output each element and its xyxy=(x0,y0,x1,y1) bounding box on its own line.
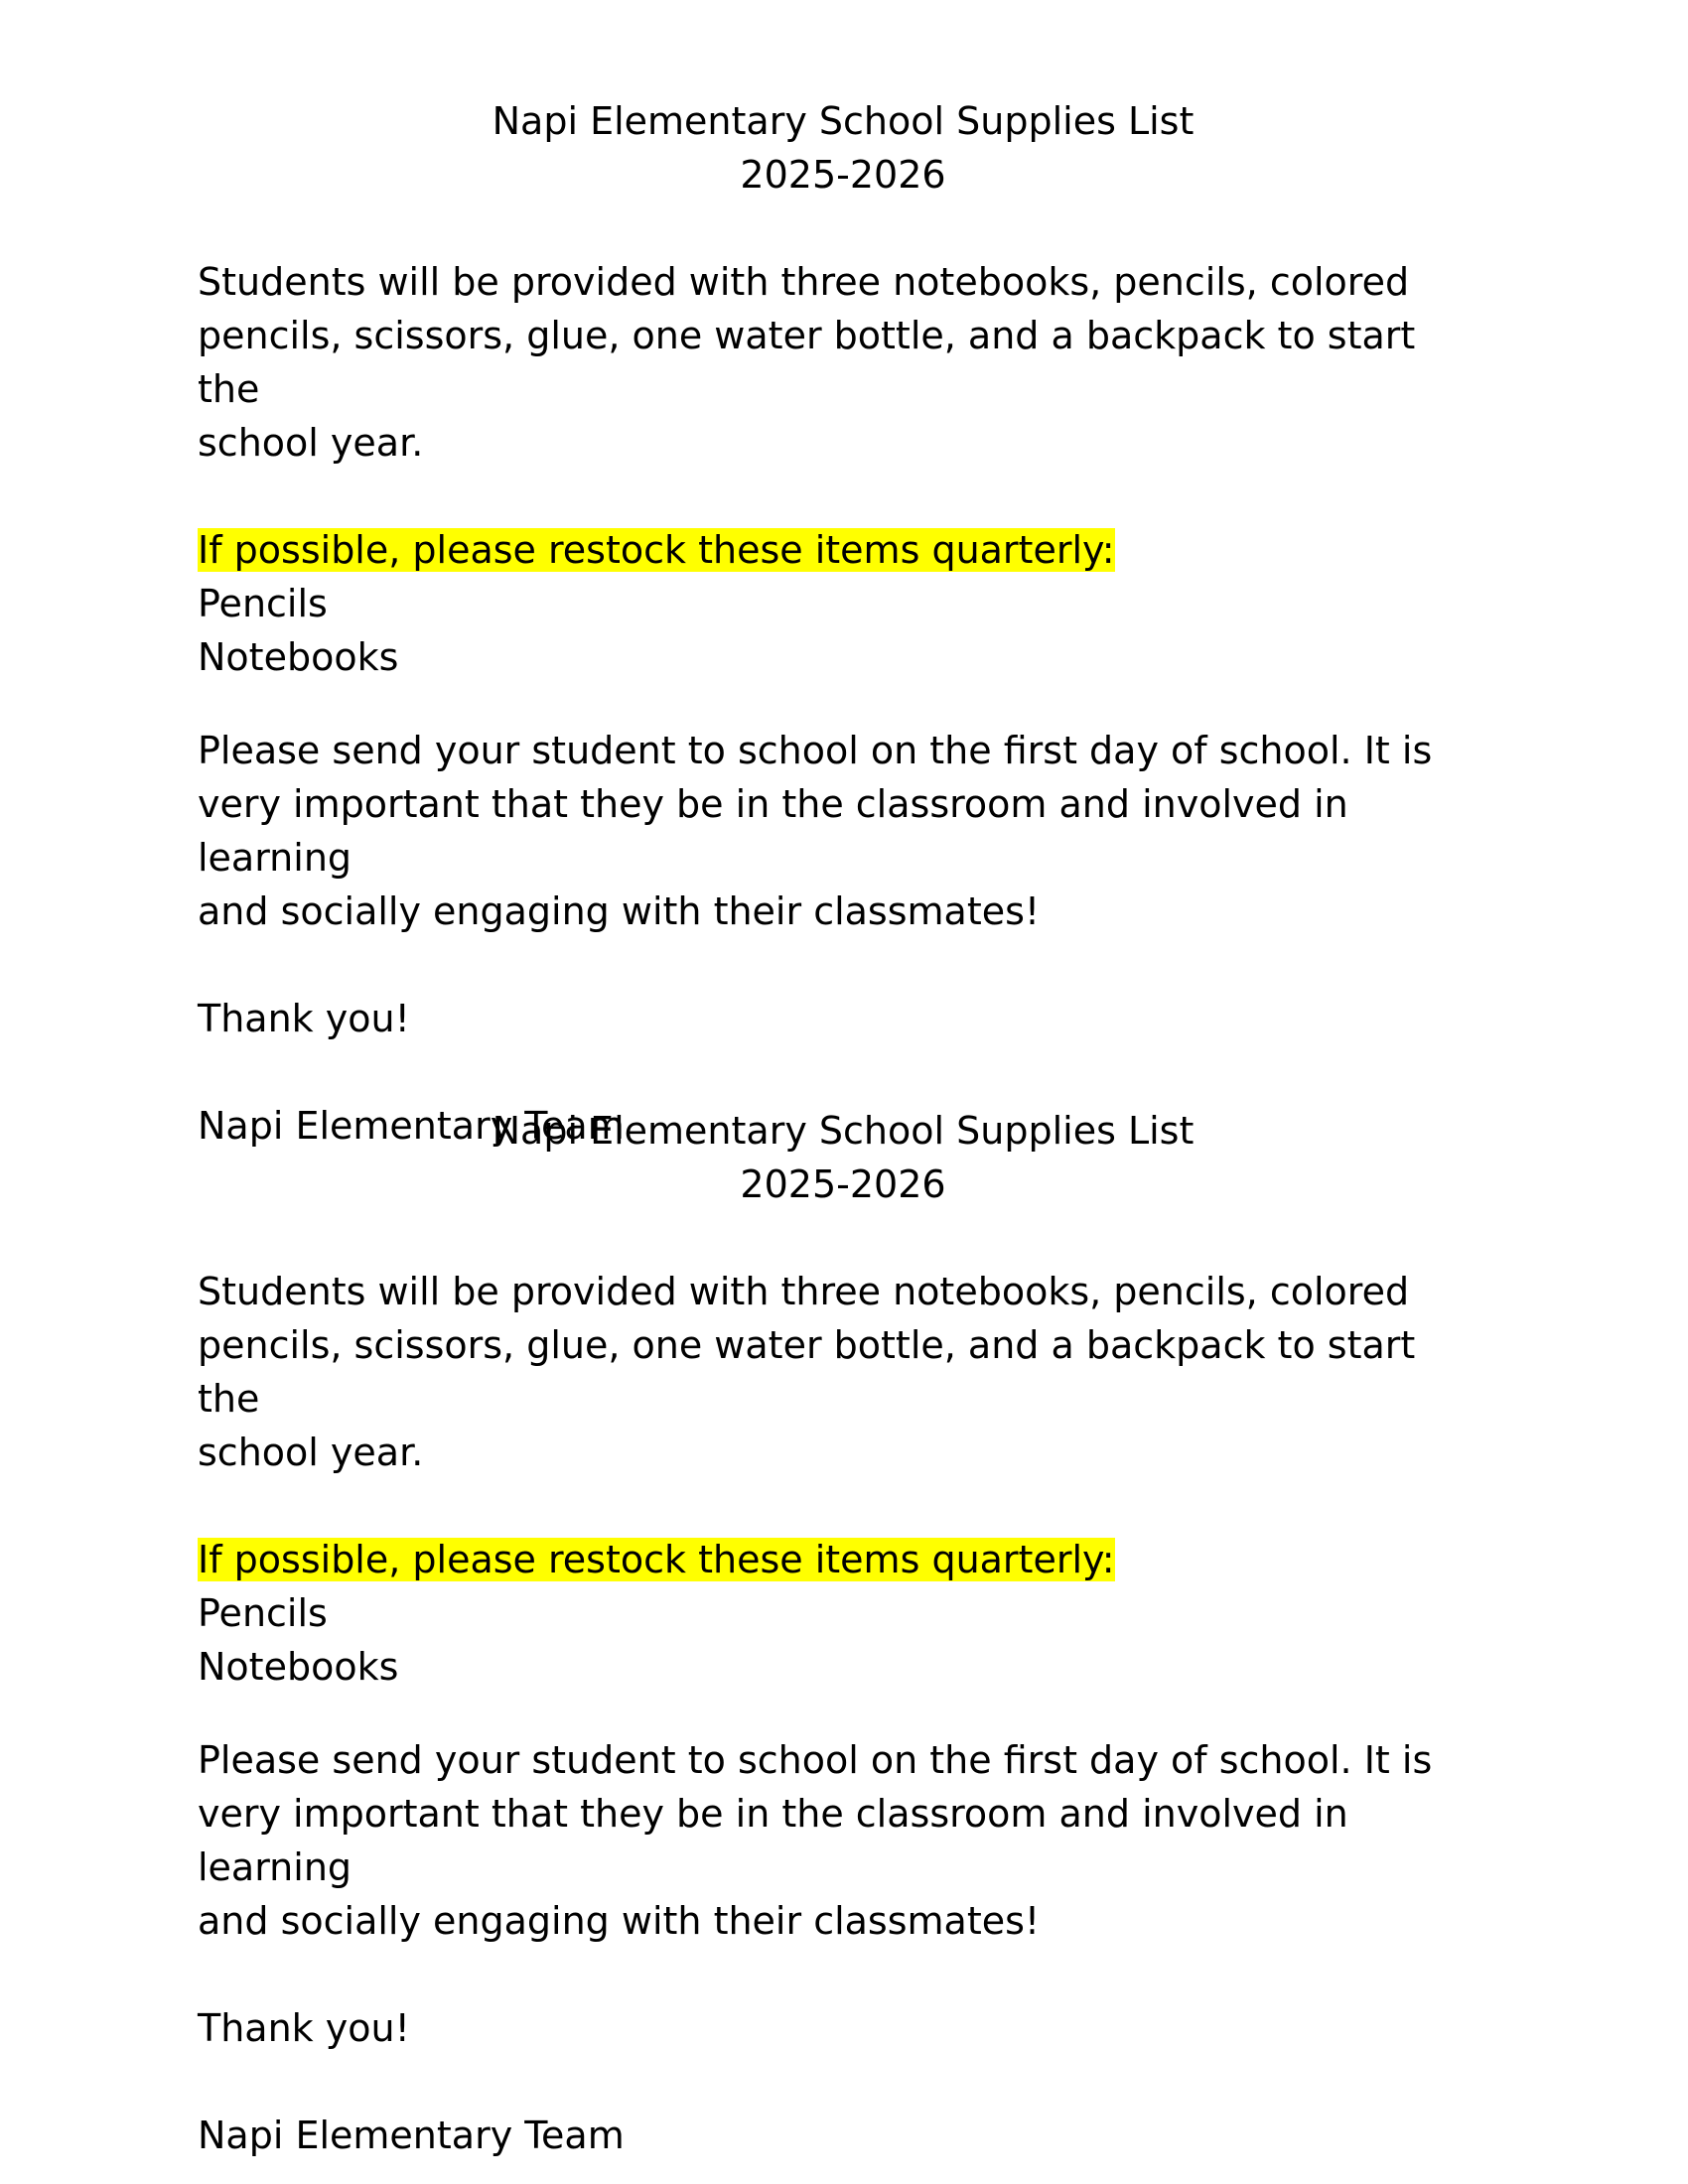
attendance-line: Please send your student to school on the first day of school. It is xyxy=(198,1738,1433,1782)
restock-section xyxy=(198,523,1459,684)
attendance-line: and socially engaging with their classmates! xyxy=(198,889,1041,933)
attendance-line: Please send your student to school on the first day of school. It is xyxy=(198,729,1433,772)
intro-paragraph xyxy=(198,1265,1459,1479)
restock-heading-highlighted: If possible, please restock these items quarterly: xyxy=(198,1538,1115,1581)
attendance-paragraph xyxy=(198,1733,1459,1948)
spacer xyxy=(198,1045,1488,1099)
restock-item: Pencils xyxy=(198,582,328,625)
intro-line: school year. xyxy=(198,1431,424,1474)
signature: Napi Elementary Team xyxy=(198,2114,625,2157)
thanks-text: Thank you! xyxy=(198,997,410,1040)
school-year: 2025-2026 xyxy=(740,153,946,197)
thanks-text: Thank you! xyxy=(198,2006,410,2050)
intro-line: school year. xyxy=(198,421,424,465)
school-year: 2025-2026 xyxy=(740,1162,946,1206)
spacer xyxy=(198,684,1488,724)
attendance-line: and socially engaging with their classmates! xyxy=(198,1899,1041,1943)
restock-item: Notebooks xyxy=(198,1645,399,1689)
restock-item: Notebooks xyxy=(198,635,399,679)
restock-item: Pencils xyxy=(198,1591,328,1635)
intro-line: Students will be provided with three notebooks, pencils, colored xyxy=(198,260,1410,304)
spacer xyxy=(198,2055,1488,2109)
attendance-paragraph xyxy=(198,724,1459,938)
spacer xyxy=(198,1948,1488,2001)
spacer xyxy=(198,1479,1488,1533)
supplies-notice xyxy=(198,1104,1488,2162)
spacer xyxy=(198,202,1488,255)
intro-line: Students will be provided with three notebooks, pencils, colored xyxy=(198,1270,1410,1313)
restock-section xyxy=(198,1533,1459,1694)
intro-line: pencils, scissors, glue, one water bottle, and a backpack to start the xyxy=(198,314,1416,411)
spacer xyxy=(198,938,1488,992)
signature: Napi Elementary Team xyxy=(198,1104,625,1148)
supplies-notice xyxy=(198,94,1488,1153)
restock-heading-highlighted: If possible, please restock these items quarterly: xyxy=(198,528,1115,572)
intro-paragraph xyxy=(198,255,1459,470)
spacer xyxy=(198,1211,1488,1265)
notice-title: Napi Elementary School Supplies List xyxy=(492,1109,1195,1153)
intro-line: pencils, scissors, glue, one water bottle, and a backpack to start the xyxy=(198,1323,1416,1421)
attendance-line: very important that they be in the classroom and involved in learning xyxy=(198,1792,1348,1889)
spacer xyxy=(198,470,1488,523)
attendance-line: very important that they be in the classroom and involved in learning xyxy=(198,782,1348,880)
spacer xyxy=(198,1694,1488,1733)
notice-title: Napi Elementary School Supplies List xyxy=(492,99,1195,143)
